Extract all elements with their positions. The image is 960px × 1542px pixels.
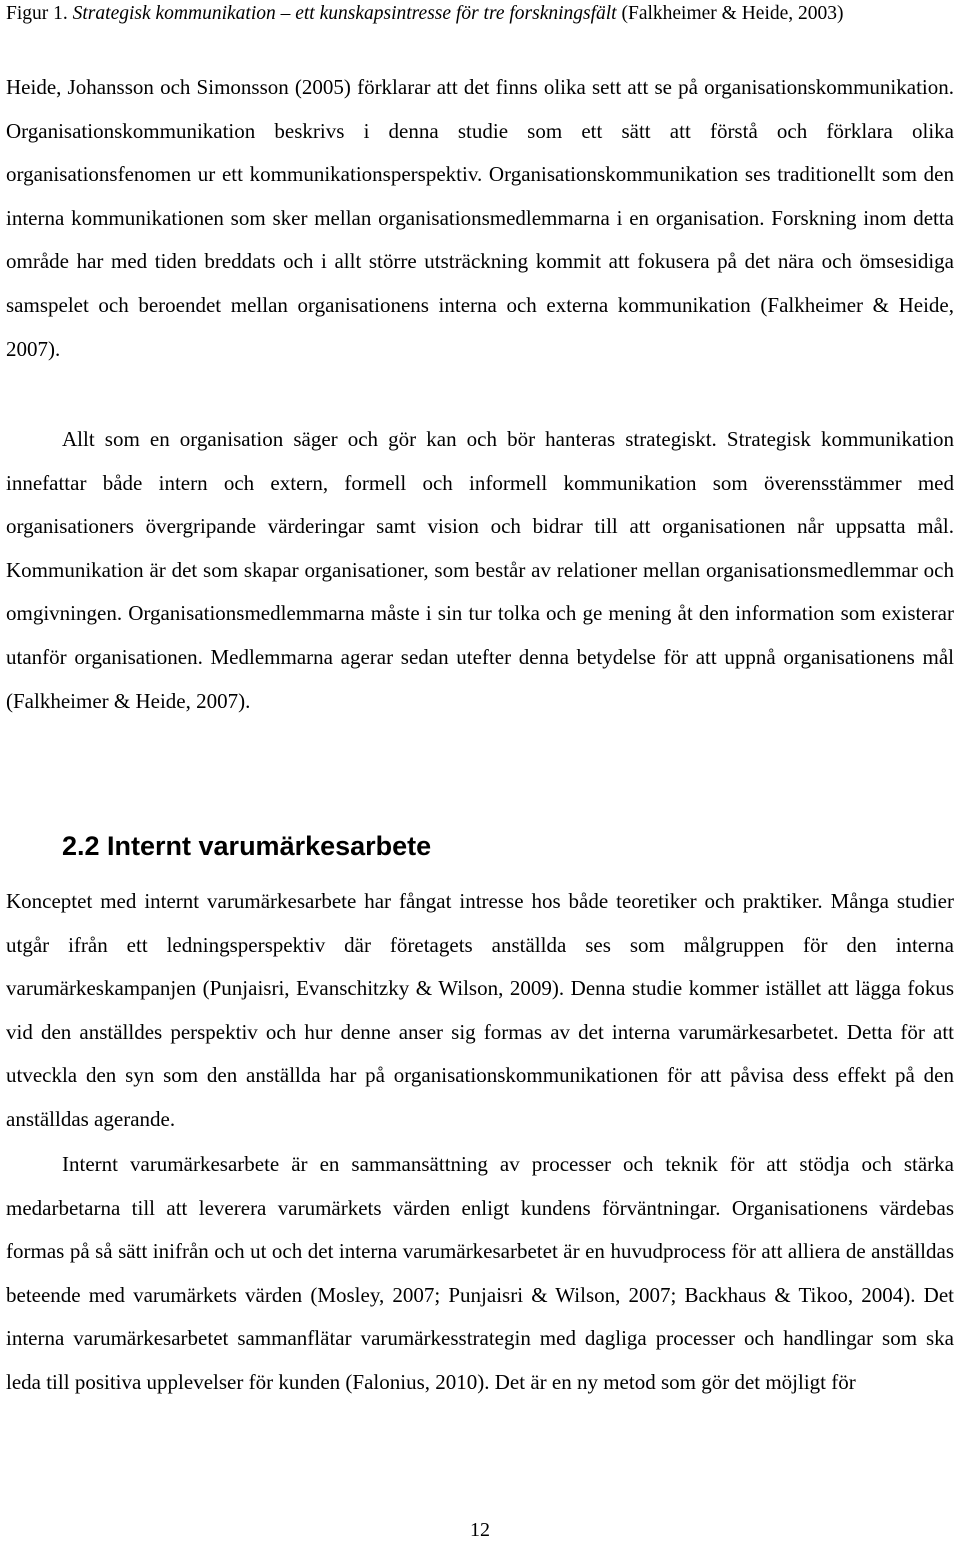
section-heading: 2.2 Internt varumärkesarbete (62, 831, 432, 861)
figure-caption-label: Figur 1. (6, 3, 73, 24)
paragraph-organisationskommunikation: Heide, Johansson och Simonsson (2005) förklarar att det finns olika sett att se på organisationskommunikation. Organisationskommunikation beskrivs i denna studie som ett sätt att förstå och förklara olika organisationsfenomen ur ett kommunikationsperspektiv. Organisationskommunikation ses traditionellt som den interna kommunikationen som sker mellan organisationsmedlemmarna i en organisation. Forskning inom detta område har med tiden breddats och i allt större utsträckning kommit att fokusera på det nära och ömsesidiga samspelet och beroendet mellan organisationens interna och externa kommunikation (Falkheimer & Heide, 2007). (6, 75, 954, 361)
page-number: 12 (470, 1519, 490, 1541)
paragraph-internt-varumarkesarbete-definition: Internt varumärkesarbete är en sammansättning av processer och teknik för att stödja och stärka medarbetarna till att leverera varumärkets värden enligt kundens förväntningar. Organisationens värdebas formas på så sätt inifrån och ut och det interna varumärkesarbetet är en huvudprocess för att alliera de anställdas beteende med varumärkets värden (Mosley, 2007; Punjaisri & Wilson, 2007; Backhaus & Tikoo, 2004). Det interna varumärkesarbetet sammanflätar varumärkesstrategin med dagliga processer och handlingar som ska leda till positiva upplevelser för kunden (Falonius, 2010). Det är en ny metod som gör det möjligt för (6, 1152, 954, 1394)
figure-caption-title: Strategisk kommunikation – ett kunskapsintresse för tre forskningsfält (72, 3, 617, 24)
figure-caption-source: (Falkheimer & Heide, 2003) (616, 3, 844, 24)
paragraph-strategisk-kommunikation: Allt som en organisation säger och gör kan och bör hanteras strategiskt. Strategisk kommunikation innefattar både intern och extern, formell och informell kommunikation som överensstämmer med organisationers övergripande värderingar samt vision och bidrar till att organisationen når uppsatta mål. Kommunikation är det som skapar organisationer, som består av relationer mellan organisationsmedlemmar och omgivningen. Organisationsmedlemmarna måste i sin tur tolka och ge mening åt den information som existerar utanför organisationen. Medlemmarna agerar sedan utefter denna betydelse för att uppnå organisationens mål (Falkheimer & Heide, 2007). (6, 427, 954, 713)
figure-caption (6, 3, 954, 25)
document-page (6, 0, 954, 1539)
paragraph-internt-varumarkesarbete-intro: Konceptet med internt varumärkesarbete har fångat intresse hos både teoretiker och praktiker. Många studier utgår ifrån ett ledningsperspektiv där företagets anställda ses som målgruppen för den interna varumärkeskampanjen (Punjaisri, Evanschitzky & Wilson, 2009). Denna studie kommer istället att lägga fokus vid den anställdes perspektiv och hur denne anser sig formas av det interna varumärkesarbetet. Detta för att utveckla den syn som den anställda har på organisationskommunikationen för att påvisa dess effekt på den anställdas agerande. (6, 889, 954, 1131)
